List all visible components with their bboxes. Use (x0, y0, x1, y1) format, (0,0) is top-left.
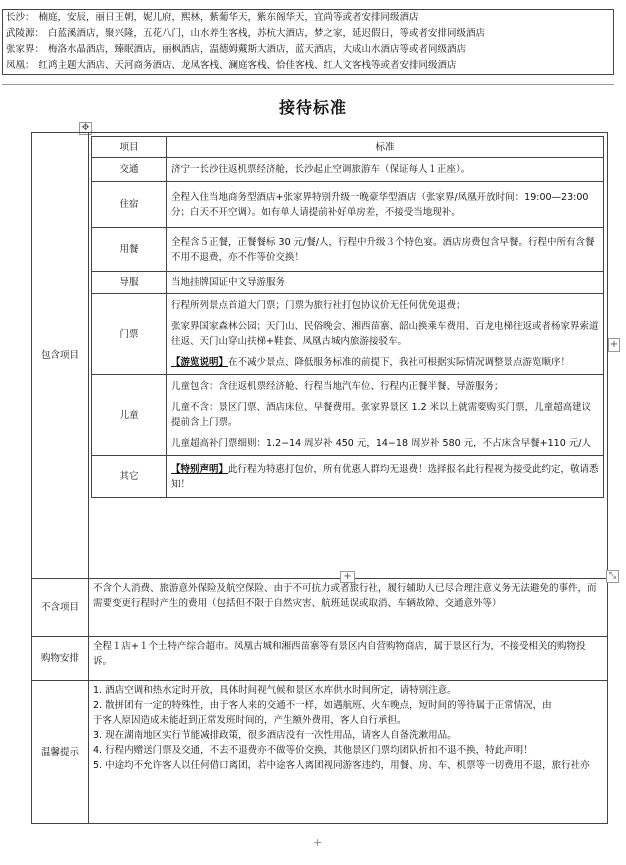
row-meals-text: 全程含５正餐，正餐餐标 30 元/餐/人，行程中升级３个特色宴。酒店房费包含早餐。行程中所有含餐不用不退费，亦不作等价交换！ (167, 228, 604, 272)
included-label: 包含项目 (32, 133, 89, 579)
inner-header-item: 项目 (92, 137, 167, 158)
excluded-label: 不含项目 (32, 579, 89, 637)
shopping-text: 全程１店+１个土特产综合超市。凤凰古城和湘西苗寨等有景区内自营购物商店，属于景区行为，不接受相关的购物投诉。 (89, 637, 608, 681)
hotel-line-changsha: 长沙： 楠庭，安辰，丽日王朝，妮儿府，熙林，紫葡华天，紫东阁华天，宜尚等或者安排同级酒店 (6, 12, 419, 23)
included-cell (89, 133, 608, 579)
table-resize-handle-icon[interactable]: ⤡ (606, 570, 619, 583)
row-guide-text: 当地挂牌国证中文导游服务 (167, 272, 604, 294)
hotel-line-fenghuang: 凤凰： 红鸿主题大酒店、天河商务酒店、龙凤客栈、澜庭客栈、恰佳客栈、红人文客栈等或者安排同级酒店 (6, 60, 457, 71)
tip-4: 4. 行程内赠送门票及交通，不去不退费亦不做等价交换，其他景区门票均团队折扣不退不换，特此声明！ (93, 745, 533, 756)
table-move-handle-icon[interactable]: ✥ (79, 122, 92, 135)
divider (2, 84, 614, 85)
row-label-meals: 用餐 (92, 228, 167, 272)
tip-3: 3. 现在湖南地区实行节能减排政策，很多酒店没有一次性用品，请客人自备洗漱用品。 (93, 730, 457, 741)
add-row-plus-icon[interactable]: + (340, 571, 355, 583)
children-para-3: 儿童超高补门票细则：1.2−14 周岁补 450 元，14−18 周岁补 580 元，不占床含早餐+110 元/人 (171, 438, 591, 449)
tip-5: 5. 中途均不允许客人以任何借口离团，若中途客人离团视同游客违约，用餐、房、车、机票等一切费用不退，旅行社亦 (93, 760, 590, 771)
reception-standard-table (31, 132, 607, 824)
tip-1: 1. 酒店空调和热水定时开放，具体时间视气候和景区水库供水时间所定，请特别注意。 (93, 685, 457, 696)
children-para-1: 儿童包含：含往返机票经济舱、行程当地汽车位、行程内正餐半餐、导游服务； (171, 381, 504, 392)
row-other-cell (167, 456, 604, 498)
row-transport-text: 济宁一长沙往返机票经济舱，长沙起止空调旅游车（保证每人１正座）。 (167, 158, 604, 182)
tickets-para-2: 张家界国家森林公园；天门山、民俗晚会、湘西苗寨、韶山换乘车费用、百龙电梯往返或者杨家界索道往返、天门山穿山扶梯+鞋套、凤凰古城内旅游接驳车。 (171, 321, 599, 347)
excluded-text: 不含个人消费、旅游意外保险及航空保险、由于不可抗力或者旅行社，履行辅助人已尽合理注意义务无法避免的事件，而需要变更行程时产生的费用（包括但不限于自然灾害、航班延误或取消、车辆故障、交通意外等） (89, 579, 608, 637)
row-label-transport: 交通 (92, 158, 167, 182)
children-para-2: 儿童不含：景区门票、酒店床位、早餐费用。张家界景区 1.2 米以上就需要购买门票，儿童超高建议提前含上门票。 (171, 402, 592, 428)
hotel-list (2, 9, 614, 75)
hotel-line-zhangjiajie: 张家界： 梅洛水晶酒店，臻眠酒店，丽枫酒店，温德姆戴斯大酒店，蓝天酒店，大成山水酒店等或者同级酒店 (6, 44, 467, 55)
tips-label: 温馨提示 (32, 681, 89, 824)
page-title: 接待标准 (278, 98, 347, 117)
row-label-tickets: 门票 (92, 294, 167, 375)
tickets-note-bold: 【游览说明】 (171, 357, 229, 368)
bottom-add-plus-icon[interactable]: + (313, 836, 323, 849)
inner-header-standard: 标准 (167, 137, 604, 158)
shopping-label: 购物安排 (32, 637, 89, 681)
tip-2: 2. 散拼团有一定的特殊性，由于客人来的交通不一样，如遇航班、火车晚点，短时间的等待属于正常情况，由 (93, 700, 552, 711)
tickets-note-text: 在不减少景点、降低服务标准的前提下，我社可根据实际情况调整景点游览顺序！ (228, 357, 571, 368)
row-tickets-cell (167, 294, 604, 375)
hotel-line-wulingyuan: 武陵源： 白蓝溪酒店，聚兴隆，五花八门，山水养生客栈，苏杭大酒店，梦之家，延迟假日，等或者安排同级酒店 (6, 28, 486, 39)
row-label-other: 其它 (92, 456, 167, 498)
add-column-plus-icon[interactable]: + (609, 339, 619, 350)
included-items-table (91, 136, 604, 498)
row-lodging-text: 全程入住当地商务型酒店+张家界特别升级一晚豪华型酒店（张家界/凤凰开放时间：19:00—23:00 分；白天不开空调）。如有单人请提前补好单房差，不接受当地现补。 (167, 182, 604, 228)
row-label-children: 儿童 (92, 375, 167, 456)
tickets-para-1: 行程所列景点首道大门票；门票为旅行社打包协议价无任何优免退费； (171, 300, 466, 311)
other-note-bold: 【特别声明】 (171, 463, 229, 475)
row-children-cell (167, 375, 604, 456)
tips-cell (89, 681, 608, 824)
row-label-lodging: 住宿 (92, 182, 167, 228)
other-note-text: 此行程为特惠打包价，所有优惠人群均无退费！选择报名此行程视为接受此约定，敬请悉知！ (171, 463, 599, 490)
tickets-note (171, 355, 599, 370)
tip-2-cont: 于客人原因造成未能赶到正常发班时间的，产生额外费用，客人自行承担。 (93, 715, 407, 726)
row-label-guide: 导服 (92, 272, 167, 294)
